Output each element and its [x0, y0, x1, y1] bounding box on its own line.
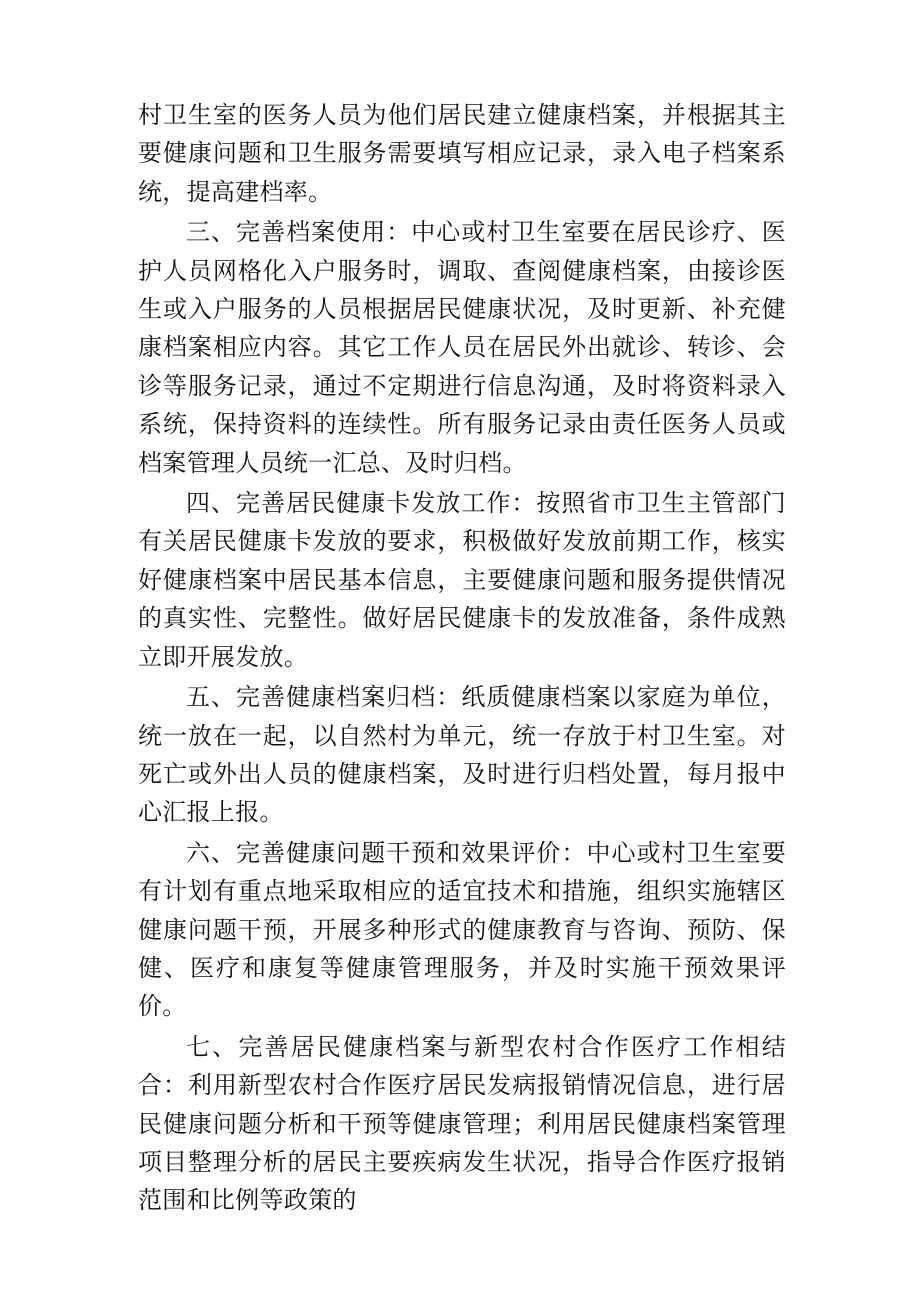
paragraph-continuation: 村卫生室的医务人员为他们居民建立健康档案，并根据其主要健康问题和卫生服务需要填写相应记录，录入电子档案系统，提高建档率。 [138, 101, 786, 206]
paragraph-improve-archive-use: 三、完善档案使用：中心或村卫生室要在居民诊疗、医护人员网格化入户服务时，调取、查阅健康档案，由接诊医生或入户服务的人员根据居民健康状况，及时更新、补充健康档案相应内容。其它工作人员在居民外出就诊、转诊、会诊等服务记录，通过不定期进行信息沟通，及时将资料录入系统，保持资料的连续性。所有服务记录由责任医务人员或档案管理人员统一汇总、及时归档。 [138, 218, 786, 477]
paragraph-intervention-evaluation: 六、完善健康问题干预和效果评价：中心或村卫生室要有计划有重点地采取相应的适宜技术和措施，组织实施辖区健康问题干预，开展多种形式的健康教育与咨询、预防、保健、医疗和康复等健康管理服务，并及时实施干预效果评价。 [138, 838, 786, 1021]
paragraph-rural-cooperative-medical: 七、完善居民健康档案与新型农村合作医疗工作相结合：利用新型农村合作医疗居民发病报销情况信息，进行居民健康问题分析和干预等健康管理；利用居民健康档案管理项目整理分析的居民主要疾病发生状况，指导合作医疗报销范围和比例等政策的 [138, 1032, 786, 1215]
paragraph-health-card-issuance: 四、完善居民健康卡发放工作：按照省市卫生主管部门有关居民健康卡发放的要求，积极做好发放前期工作，核实好健康档案中居民基本信息，主要健康问题和服务提供情况的真实性、完整性。做好居民健康卡的发放准备，条件成熟立即开展发放。 [138, 489, 786, 671]
paragraph-archive-filing: 五、完善健康档案归档：纸质健康档案以家庭为单位，统一放在一起，以自然村为单元，统一存放于村卫生室。对死亡或外出人员的健康档案，及时进行归档处置，每月报中心汇报上报。 [138, 683, 786, 827]
document-body [138, 96, 786, 1222]
